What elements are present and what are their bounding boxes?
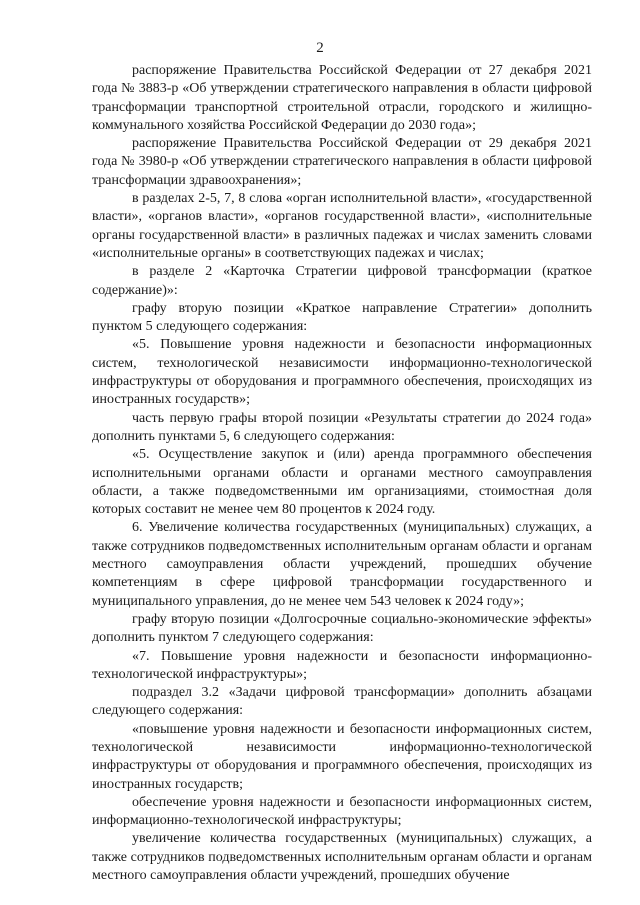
paragraph: графу вторую позиции «Краткое направление Стратегии» дополнить пунктом 5 следующего содержания: xyxy=(92,300,592,335)
paragraph: обеспечение уровня надежности и безопасности информационных систем, информационно-технологической инфраструктуры; xyxy=(92,794,592,829)
paragraph: распоряжение Правительства Российской Федерации от 29 декабря 2021 года № 3980-р «Об утверждении стратегического направления в области цифровой трансформации здравоохранения»; xyxy=(92,136,592,188)
paragraph: часть первую графы второй позиции «Результаты стратегии до 2024 года» дополнить пунктами 5, 6 следующего содержания: xyxy=(92,410,592,444)
paragraph: «5. Повышение уровня надежности и безопасности информационных систем, технологической независимости информационно-технологической инфраструктуры от оборудования и программного обеспечения, происходящих из иностранных государств»; xyxy=(92,337,592,408)
paragraph: «5. Осуществление закупок и (или) аренда программного обеспечения исполнительными органами области и органами местного самоуправления области, а также подведомственными им организациями, стоимостная доля которых составит не менее чем 80 процентов к 2024 году. xyxy=(92,447,592,518)
page-number: 2 xyxy=(316,40,324,56)
paragraph: «повышение уровня надежности и безопасности информационных систем, технологической независимости информационно-технологической инфраструктуры от оборудования и программного обеспечения, происходящих из иностранных государств; xyxy=(92,721,592,792)
paragraph: подраздел 3.2 «Задачи цифровой трансформации» дополнить абзацами следующего содержания: xyxy=(92,685,592,719)
paragraph: в разделах 2-5, 7, 8 слова «орган исполнительной власти», «государственной власти», «органов власти», «органов государственной власти», «исполнительные органы государственной власти» в различных падежах и числах заменить словами «исполнительные органы» в соответствующих падежах и числах; xyxy=(92,191,592,261)
paragraph: в разделе 2 «Карточка Стратегии цифровой трансформации (краткое содержание)»: xyxy=(92,264,592,298)
paragraph: увеличение количества государственных (муниципальных) служащих, а также сотрудников подведомственных исполнительным органам области и органам местного самоуправления области учреждений, прошедших обучение xyxy=(92,831,592,884)
paragraph: графу вторую позиции «Долгосрочные социально-экономические эффекты» дополнить пунктом 7 следующего содержания: xyxy=(92,611,592,646)
paragraph: 6. Увеличение количества государственных (муниципальных) служащих, а также сотрудников подведомственных исполнительным органам области и органам местного самоуправления области учреждений, прошедших обучение компетенциям в сфере цифровой трансформации государственного и муниципального управления, до не менее чем 543 человек к 2024 году»; xyxy=(92,520,592,609)
paragraph: «7. Повышение уровня надежности и безопасности информационно-технологической инфраструктуры»; xyxy=(92,648,592,682)
body-text xyxy=(92,62,592,885)
paragraph: распоряжение Правительства Российской Федерации от 27 декабря 2021 года № 3883-р «Об утверждении стратегического направления в области цифровой трансформации транспортной строительной отрасли, городского и жилищно-коммунального хозяйства Российской Федерации до 2030 года»; xyxy=(92,63,592,133)
